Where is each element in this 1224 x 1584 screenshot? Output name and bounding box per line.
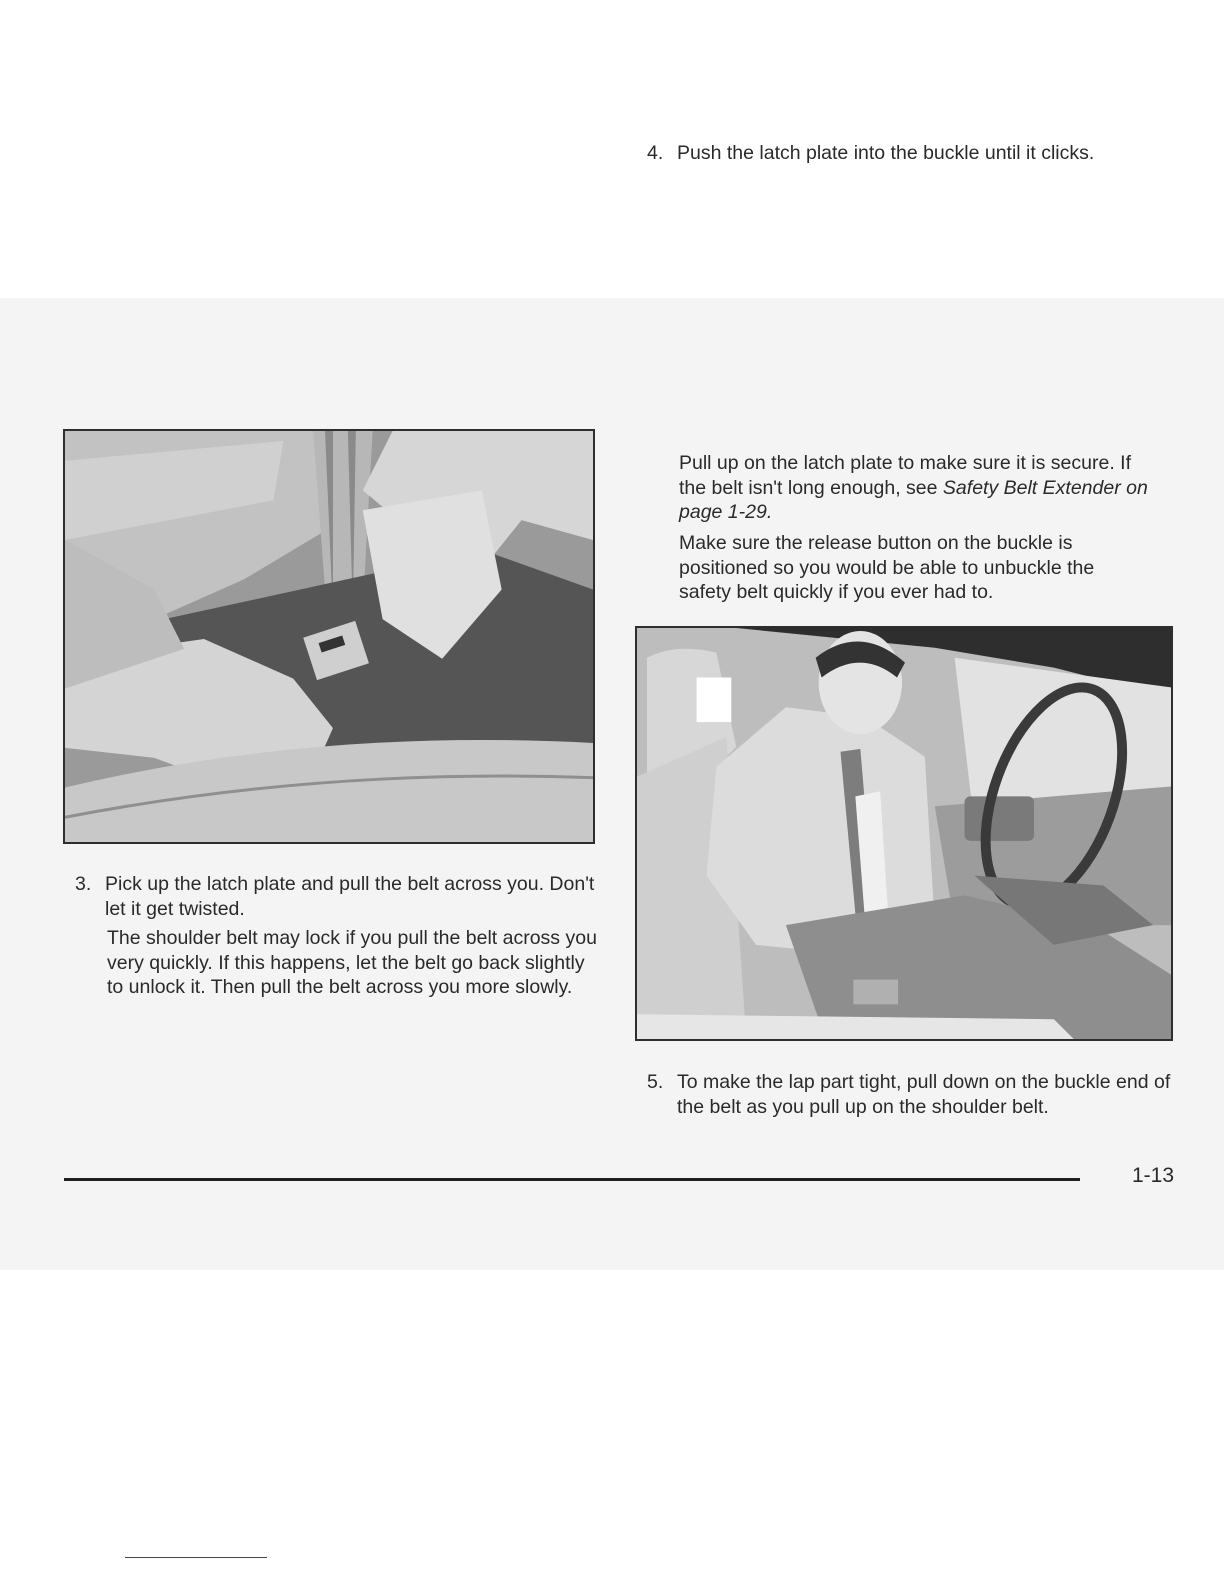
step-number: 5. [647,1071,664,1093]
step-number: 3. [75,873,92,895]
step-3-note: The shoulder belt may lock if you pull the belt across you very quickly. If this happens, let the belt go back slightly to unlock it. Then pull the belt across you more slowly. [107,927,597,998]
step-4-note-2: Make sure the release button on the buckle is positioned so you would be able to unbuckle the safety belt quickly if you ever had to. [679,532,1095,603]
step-number: 4. [647,142,664,164]
driver-buckling-illustration [635,626,1173,1041]
step-5 [647,1070,1177,1119]
step-text: Pick up the latch plate and pull the belt across you. Don't let it get twisted. [105,873,595,920]
step-3 [75,872,605,921]
footer-rule [64,1178,1080,1181]
latch-plate-illustration [63,429,595,844]
step-4 [647,141,1177,166]
bottom-link-underline [125,1557,267,1558]
note-text: Pull up on the latch plate to make sure it is secure. If the belt isn't long enough, see [679,452,1131,499]
page-number: 1-13 [1132,1164,1175,1187]
step-4-note-1 [679,451,1149,525]
step-text: Push the latch plate into the buckle until it clicks. [677,142,1095,164]
safety-belt-extender-reference[interactable]: Safety Belt Extender on page 1-29. [679,476,1148,523]
step-text: To make the lap part tight, pull down on the buckle end of the belt as you pull up on the shoulder belt. [677,1071,1171,1118]
